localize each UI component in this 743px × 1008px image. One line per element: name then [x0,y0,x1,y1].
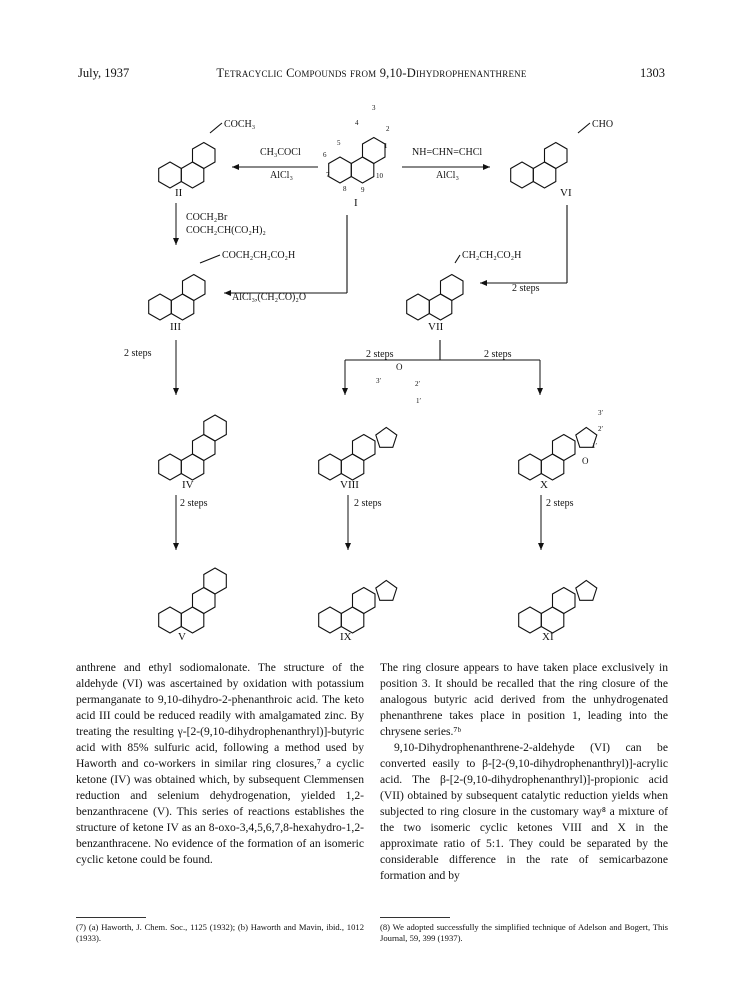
I-ring-c [363,138,386,164]
bond-II-acetyl [210,123,222,133]
reaction-scheme [0,95,743,655]
reagent-imino: NH=CHN=CHCl [412,147,483,158]
IX-ring-a [319,607,342,633]
IX-ring-b [341,607,364,633]
left-paragraph-1: anthrene and ethyl sodiomalonate. The structure of the aldehyde (VI) was ascertained by oxidation with potassium permanganate to 9,10-dihydro-2-phenanthroic acid. The keto acid III could be reduced readily with amalgamated zinc. By treating the resulting γ-[2-(9,10-dihydrophenanthryl)]-butyric acid with 85% sulfuric acid, following a method used by Haworth and co-workers in similar ring closures,⁷ a cyclic ketone (IV) was obtained which, by subsequent Clemmensen reduction and selenium dehydrogenation, yielded 1,2-benzanthracene (V). This series of reactions establishes the structure of ketone IV as an 8-oxo-3,4,5,6,7,8-hexahydro-1,2-benzanthracene. No evidence of the formation of an isomeric cyclic ketone could be found. [76,661,364,866]
footnote-rule-right [380,917,450,918]
IV-ring-b [181,454,204,480]
V-ring-b [181,607,204,633]
right-paragraph-1: The ring closure appears to have taken place exclusively in position 3. It should be recalled that the ring closure of the analogous butyric acid derived from the unhydrogenated phenanthrene takes place in position 1, leading into the chrysene series.⁷ᵇ [380,661,668,738]
reagent-alcl3-a: AlCl₃ [270,170,293,181]
label-II: II [175,187,183,199]
label-VI: VI [560,187,572,199]
substituent-keto-acid: COCH₂CH₂CO₂H [222,250,296,261]
X-ring-b [541,454,564,480]
VIII-ring-d [376,427,397,447]
VIII-ring-b [341,454,364,480]
numbering-1: 1 [384,142,388,150]
label-IV: IV [182,479,194,491]
XI-ring-b [541,607,564,633]
right-column [380,660,668,884]
V-ring-c [193,588,216,614]
header-date: July, 1937 [78,66,130,80]
numbering-VIII-1p: 1′ [416,397,422,405]
VI-ring-b [533,162,556,188]
header-title: Tetracyclic Compounds from 9,10-Dihydrophenanthrene [216,66,527,80]
numbering-4: 4 [355,119,359,127]
page-number: 1303 [640,66,665,80]
substituent-propionic: CH₂CH₂CO₂H [462,250,522,261]
V-ring-d [204,568,227,594]
IX-ring-d [376,580,397,600]
II-ring-b [181,162,204,188]
numbering-7: 7 [326,171,330,179]
footnote-7: (7) (a) Haworth, J. Chem. Soc., 1125 (1932); (b) Haworth and Mavin, ibid., 1012 (1933). [76,922,364,943]
IX-ring-c [353,588,376,614]
reaction-scheme-drawing [0,95,743,655]
XI-ring-d [576,580,597,600]
reagent-steps-VI-VII: 2 steps [512,283,540,294]
X-ring-a [519,454,542,480]
numbering-9: 9 [361,186,365,194]
VII-ring-a [407,294,430,320]
numbering-10: 10 [376,172,383,180]
label-V: V [178,631,186,643]
VIII-ring-a [319,454,342,480]
VII-ring-b [429,294,452,320]
X-ring-c [553,435,576,461]
numbering-X-oxo: O [582,456,589,466]
IV-ring-c [193,435,216,461]
III-ring-b [171,294,194,320]
numbering-5: 5 [337,139,341,147]
label-VIII: VIII [340,479,359,491]
III-ring-c [183,275,206,301]
IV-ring-a [159,454,182,480]
substituent-malonyl: COCH₂CH(CO₂H)₂ [186,225,266,236]
substituent-aldehyde: CHO [592,119,614,130]
numbering-VIII-3p: 3′ [376,377,382,385]
label-IX: IX [340,631,352,643]
numbering-X-3p: 3′ [598,409,604,417]
reagent-acetyl-chloride: CH₃COCl [260,147,301,158]
left-column [76,660,364,868]
II-ring-a [159,162,182,188]
VI-ring-a [511,162,534,188]
bond-VII-chain [455,255,460,263]
reagent-steps-VII-VIII: 2 steps [366,349,394,360]
bond-III-chain [200,255,220,263]
numbering-3: 3 [372,104,376,112]
label-I: I [354,197,358,209]
V-ring-a [159,607,182,633]
VI-ring-c [545,143,568,169]
III-ring-a [149,294,172,320]
II-ring-c [193,143,216,169]
reagent-steps-III-IV: 2 steps [124,348,152,359]
label-VII: VII [428,321,444,333]
XI-ring-c [553,588,576,614]
numbering-VIII-oxo: O [396,362,403,372]
VIII-ring-c [353,435,376,461]
reagent-steps-VIII-IX: 2 steps [354,498,382,509]
reagent-succinic: AlCl₃,(CH₂CO)₂O [232,292,307,303]
IV-ring-d [204,415,227,441]
reagent-steps-X-XI: 2 steps [546,498,574,509]
reagent-steps-IV-V: 2 steps [180,498,208,509]
numbering-6: 6 [323,151,327,159]
right-paragraph-2: 9,10-Dihydrophenanthrene-2-aldehyde (VI) can be converted easily to β-[2-(9,10-dihydrophenanthryl)]-acrylic acid. The β-[2-(9,10-dihydrophenanthryl)]-propionic acid (VII) obtained by subsequent catalytic reduction yields when subjected to ring closure in the customary way⁸ a mixture of the two isomeric cyclic ketones VIII and X in the approximate ratio of 5:1. They could be separated by the considerable difference in the rate of semicarbazone formation and by [380,741,668,882]
substituent-acetyl: COCH₃ [224,119,256,130]
reagent-steps-VII-X: 2 steps [484,349,512,360]
label-III: III [170,321,181,333]
numbering-VIII-2p: 2′ [415,380,421,388]
label-X: X [540,479,548,491]
numbering-8: 8 [343,185,347,193]
I-ring-a [329,157,352,183]
reagent-alcl3-b: AlCl₃ [436,170,459,181]
numbering-X-1p: 1′ [592,442,598,450]
footnote-8: (8) We adopted successfully the simplified technique of Adelson and Bogert, This Journal, 59, 399 (1937). [380,922,668,943]
footnote-rule-left [76,917,146,918]
VII-ring-c [441,275,464,301]
bond-VI-aldehyde [578,123,590,133]
running-header [0,66,743,86]
substituent-bromo: COCH₂Br [186,212,228,223]
numbering-X-2p: 2′ [598,425,604,433]
I-ring-b [351,157,374,183]
label-XI: XI [542,631,554,643]
numbering-2: 2 [386,125,390,133]
XI-ring-a [519,607,542,633]
